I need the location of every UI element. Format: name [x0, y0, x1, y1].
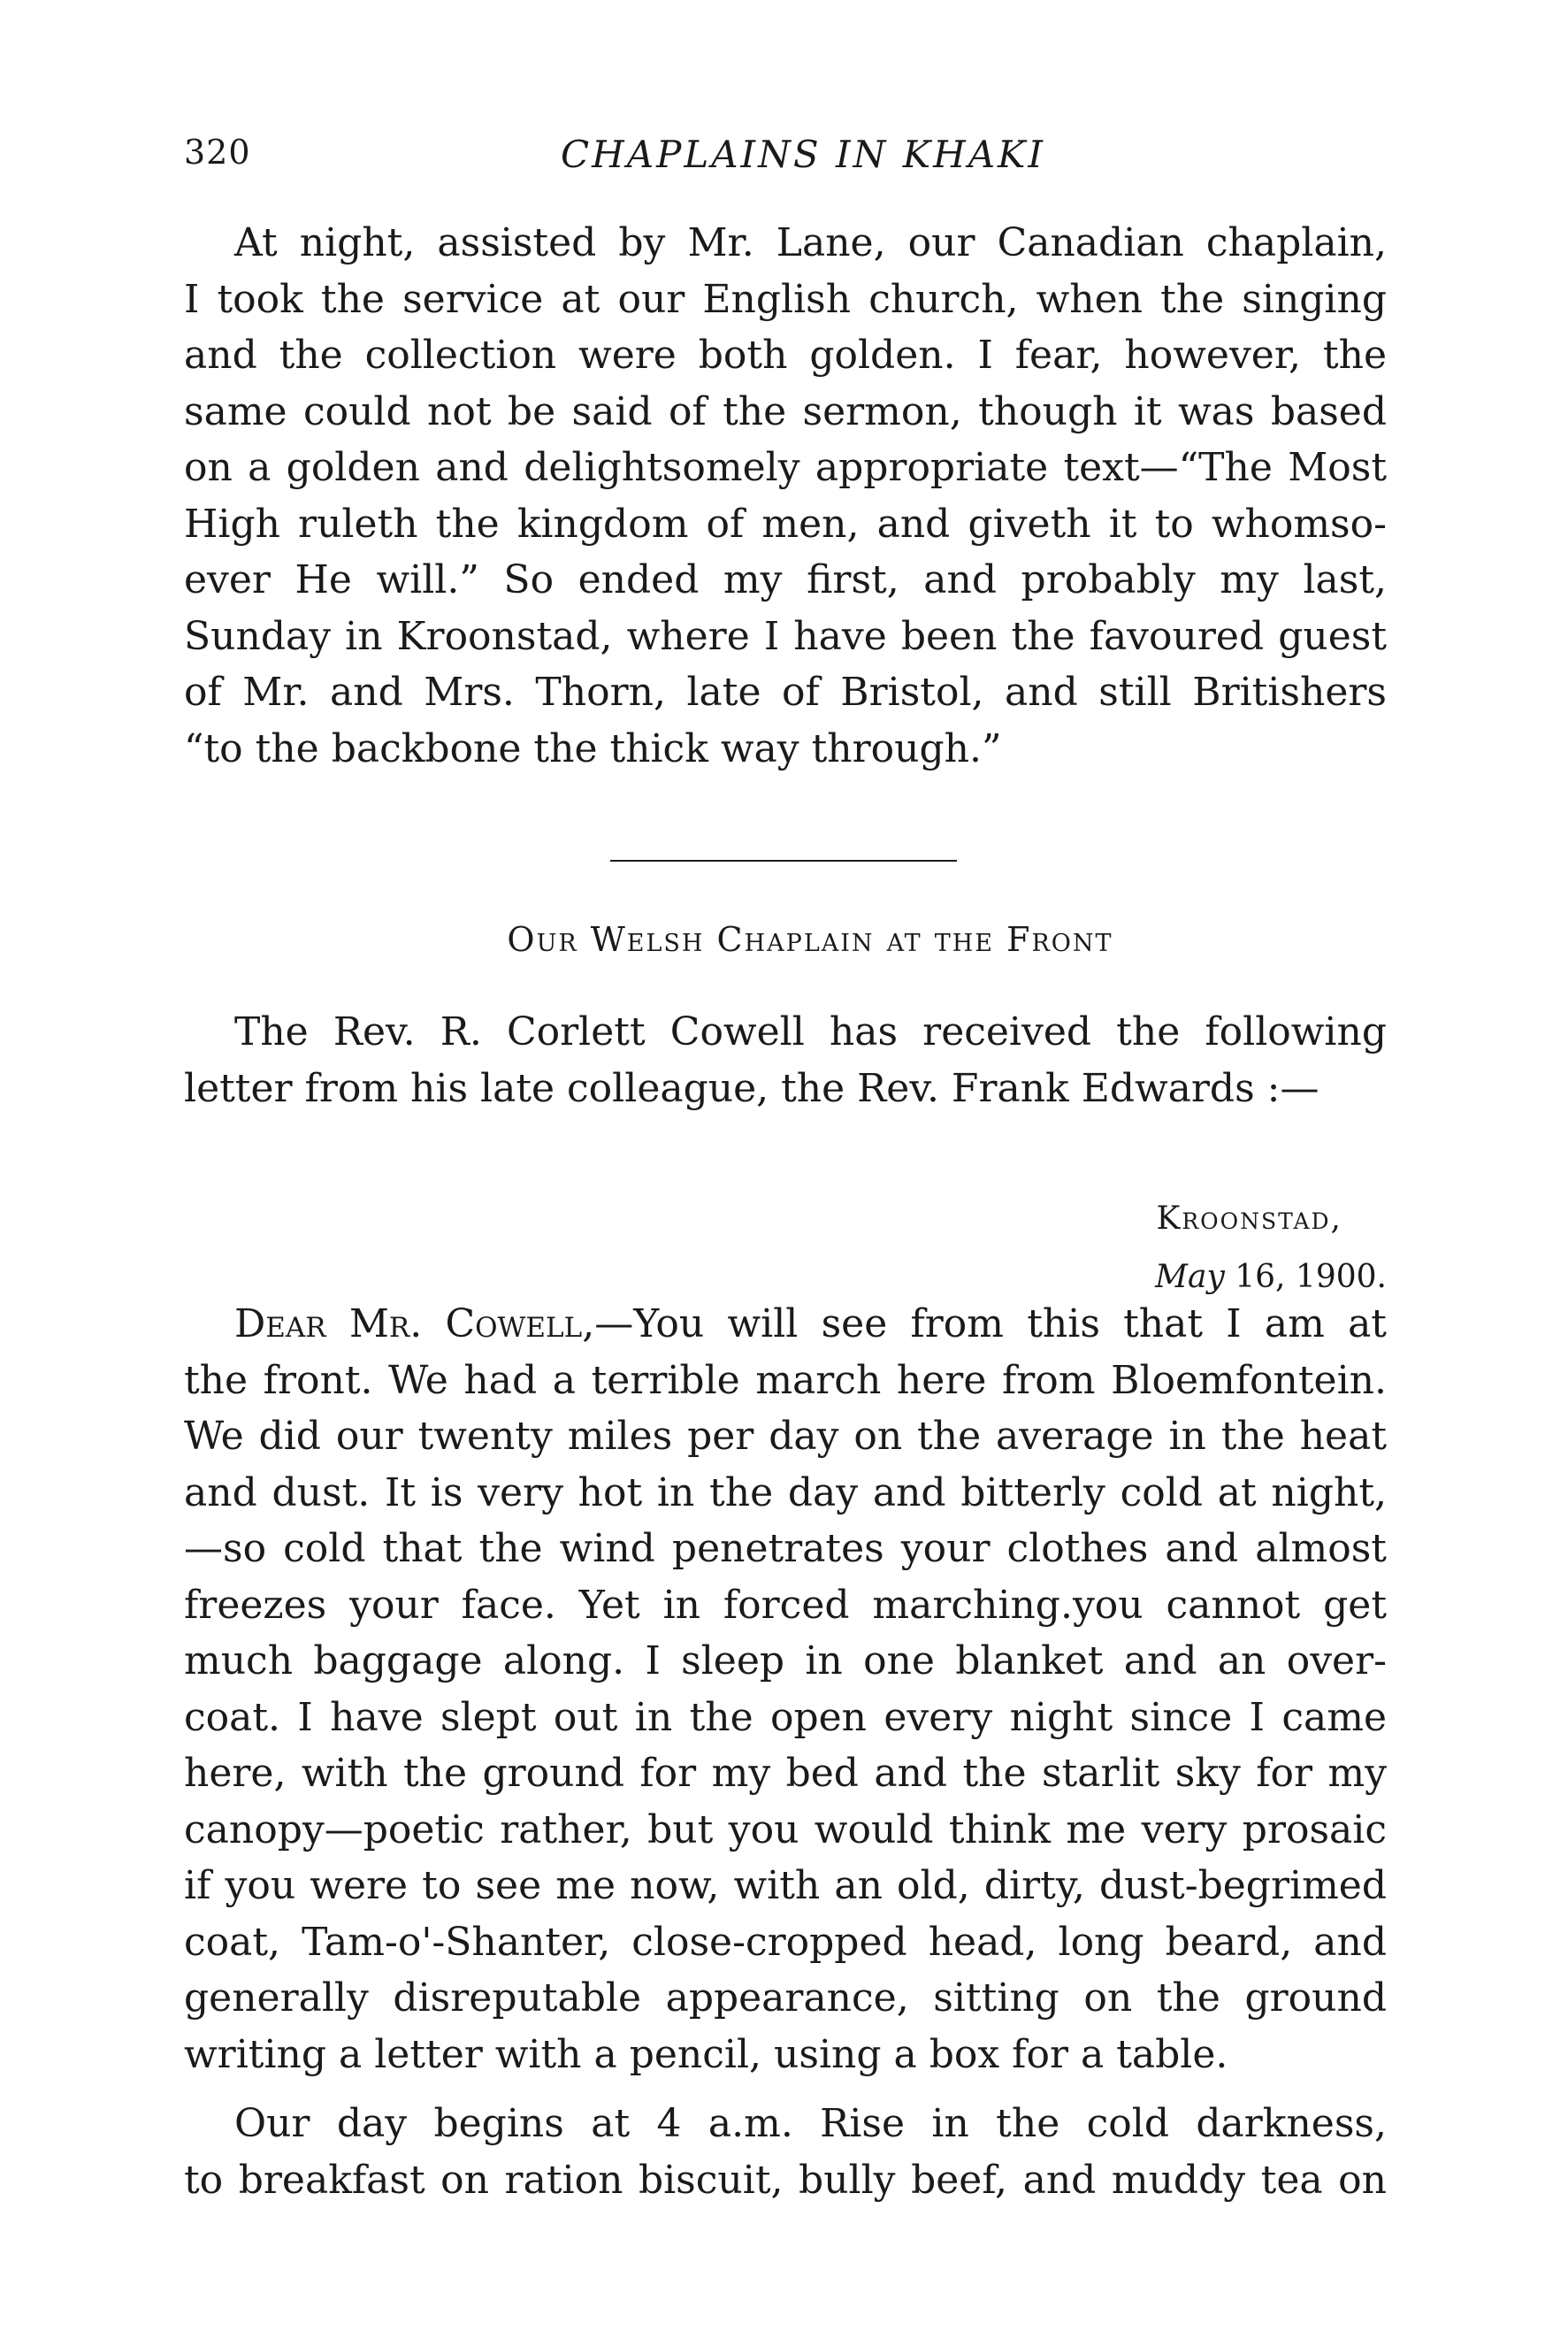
text-line: writing a letter with a pencil, using a box for a table. — [184, 2031, 1228, 2077]
text-line: if you were to see me now, with an old, dirty, dust-begrimed — [184, 1863, 1387, 1908]
text-line: to breakfast on ration biscuit, bully beef, and muddy tea on — [184, 2157, 1387, 2203]
text-line — [184, 1296, 1387, 1353]
text-line: At night, assisted by Mr. Lane, our Canadian chaplain, — [234, 220, 1387, 265]
text-line: coat, Tam-o'-Shanter, close-cropped head, long beard, and — [184, 1919, 1387, 1965]
text-line: generally disreputable appearance, sitting on the ground — [184, 1975, 1387, 2021]
section-divider — [610, 860, 957, 862]
text-line: We did our twenty miles per day on the average in the heat — [184, 1414, 1387, 1459]
section-heading: Our Welsh Chaplain at the Front — [507, 920, 1113, 959]
text-line: canopy—poetic rather, but you would think me very prosaic — [184, 1806, 1387, 1852]
text-line: here, with the ground for my bed and the starlit sky for my — [184, 1751, 1387, 1796]
text-line: The Rev. R. Corlett Cowell has received the following — [234, 1009, 1387, 1054]
text-line: coat. I have slept out in the open every night since I came — [184, 1694, 1387, 1740]
paragraph-intro — [184, 1004, 1387, 1116]
text-line: “to the backbone the thick way through.” — [184, 725, 1002, 771]
text-line: and the collection were both golden. I fear, however, the — [184, 333, 1387, 378]
text-line: Our day begins at 4 a.m. Rise in the cold darkness, — [234, 2101, 1387, 2146]
text-line: the front. We had a terrible march here from Bloemfontein. — [184, 1357, 1387, 1403]
text-line: on a golden and delightsomely appropriate text—“The Most — [184, 445, 1387, 490]
text-line: of Mr. and Mrs. Thorn, late of Bristol, and still Britishers — [184, 670, 1387, 715]
page-header — [184, 133, 1387, 186]
text-line: High ruleth the kingdom of men, and giveth it to whomso- — [184, 501, 1387, 547]
text-line: Sunday in Kroonstad, where I have been the favoured guest — [184, 613, 1387, 659]
text-line: —so cold that the wind penetrates your clothes and almost — [184, 1526, 1387, 1571]
dateline-day-year: 16, 1900. — [1224, 1259, 1387, 1295]
text-line: and dust. It is very hot in the day and bitterly cold at night, — [184, 1469, 1387, 1515]
text-line: freezes your face. Yet in forced marching.you cannot get — [184, 1582, 1387, 1628]
text-line: same could not be said of the sermon, though it was based — [184, 388, 1387, 434]
running-title: CHAPLAINS IN KHAKI — [560, 133, 1046, 176]
text-line: ever He will.” So ended my first, and probably my last, — [184, 557, 1387, 602]
paragraph-night-service — [184, 215, 1387, 777]
dateline-place: Kroonstad, — [1156, 1200, 1342, 1237]
paragraph-letter-march — [184, 1296, 1387, 2082]
letter-dateline — [1155, 1190, 1387, 1307]
text-line-rest: —You will see from this that I am at — [594, 1301, 1387, 1346]
page-number: 320 — [184, 133, 251, 172]
letter-salutation: Dear Mr. Cowell, — [234, 1301, 595, 1346]
text-line: I took the service at our English church, when the singing — [184, 276, 1387, 322]
dateline-month: May — [1155, 1259, 1225, 1295]
text-line: letter from his late colleague, the Rev. Frank Edwards :— — [184, 1065, 1319, 1111]
text-line: much baggage along. I sleep in one blanket and an over- — [184, 1638, 1387, 1683]
paragraph-letter-day — [184, 2096, 1387, 2208]
